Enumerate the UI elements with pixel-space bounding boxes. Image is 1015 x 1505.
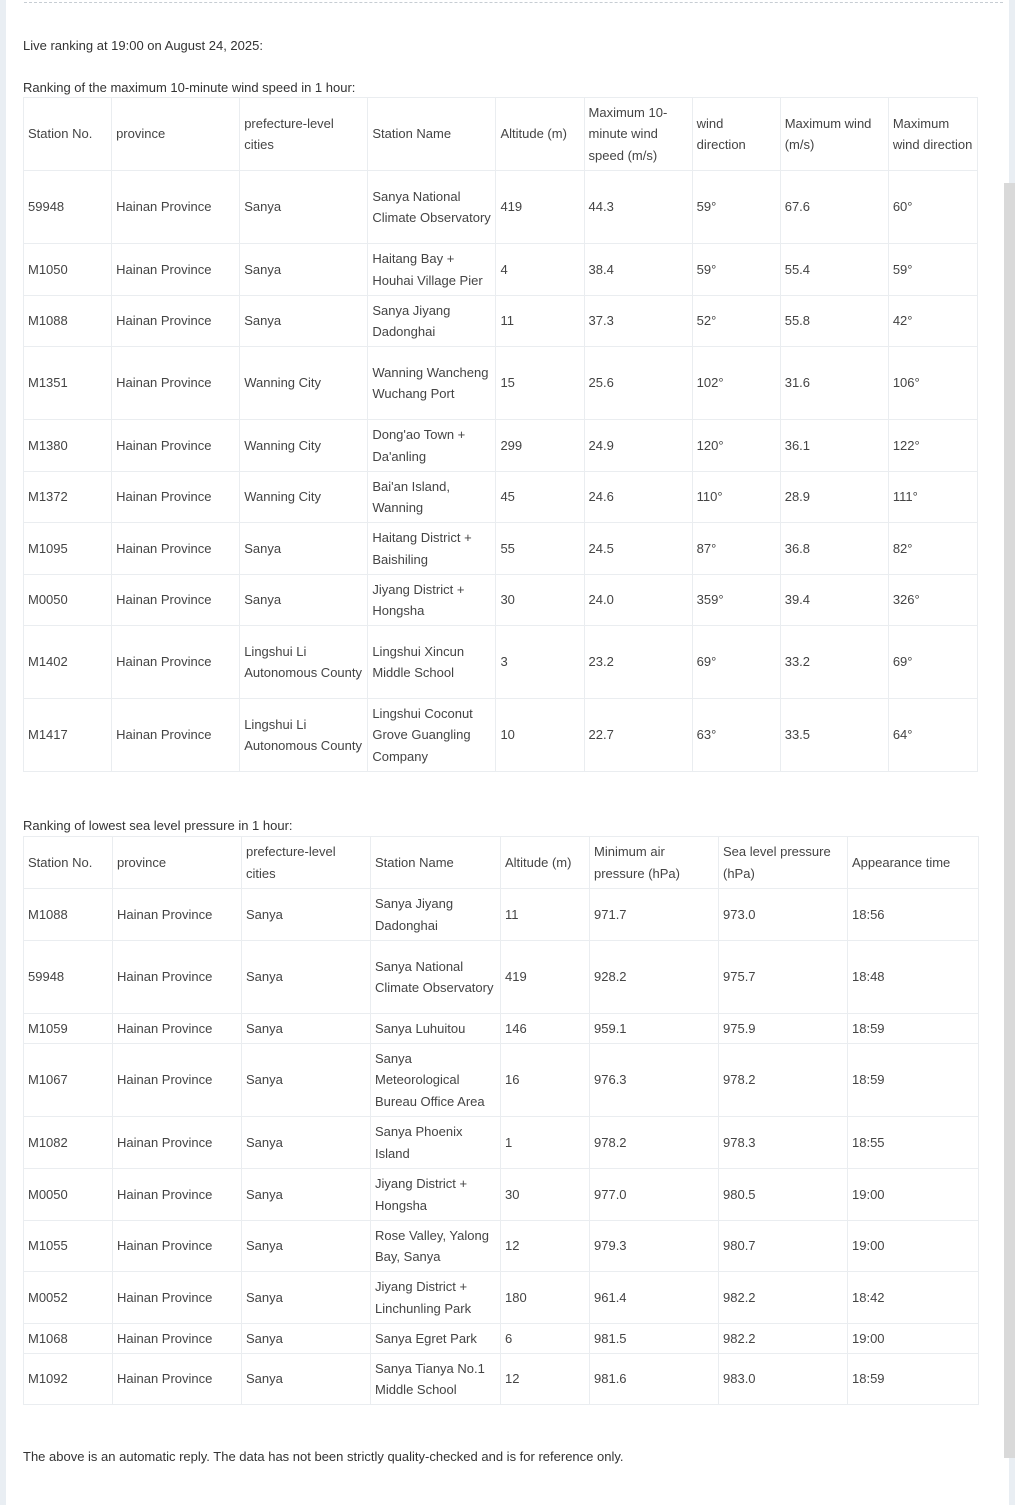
table-cell: 978.2 bbox=[719, 1044, 848, 1117]
table-cell: 23.2 bbox=[584, 626, 692, 699]
table-cell: Hainan Province bbox=[113, 1324, 242, 1354]
table-cell: 42° bbox=[888, 296, 977, 347]
table-cell: Sanya Jiyang Dadonghai bbox=[371, 889, 501, 941]
table-cell: 15 bbox=[496, 347, 584, 420]
column-header: prefecture-level cities bbox=[242, 837, 371, 889]
table-cell: 971.7 bbox=[590, 889, 719, 941]
table-cell: 1 bbox=[501, 1117, 590, 1169]
table-cell: 12 bbox=[501, 1354, 590, 1405]
table-cell: 59948 bbox=[24, 941, 113, 1014]
column-header: Altitude (m) bbox=[496, 98, 584, 171]
table-cell: 959.1 bbox=[590, 1014, 719, 1044]
table-cell: Sanya bbox=[242, 1272, 371, 1324]
column-header: province bbox=[113, 837, 242, 889]
table-cell: 102° bbox=[692, 347, 780, 420]
table-cell: 31.6 bbox=[780, 347, 888, 420]
table-cell: 975.9 bbox=[719, 1014, 848, 1044]
intro-text: Live ranking at 19:00 on August 24, 2025: bbox=[23, 38, 263, 53]
table-cell: 975.7 bbox=[719, 941, 848, 1014]
column-header: Sea level pressure (hPa) bbox=[719, 837, 848, 889]
table-cell: 961.4 bbox=[590, 1272, 719, 1324]
table-cell: 18:48 bbox=[848, 941, 979, 1014]
table-cell: 87° bbox=[692, 523, 780, 575]
table-cell: Sanya bbox=[240, 523, 368, 575]
table-cell: M0050 bbox=[24, 575, 112, 626]
table-cell: M1050 bbox=[24, 244, 112, 296]
table-cell: 37.3 bbox=[584, 296, 692, 347]
table-cell: 6 bbox=[501, 1324, 590, 1354]
table-cell: Sanya Phoenix Island bbox=[371, 1117, 501, 1169]
table-cell: M0050 bbox=[24, 1169, 113, 1221]
table-cell: 22.7 bbox=[584, 699, 692, 772]
table-cell: Bai'an Island, Wanning bbox=[368, 472, 496, 523]
table-row bbox=[24, 626, 978, 699]
table-cell: 982.2 bbox=[719, 1272, 848, 1324]
table-cell: Sanya bbox=[242, 941, 371, 1014]
table-cell: Sanya Meteorological Bureau Office Area bbox=[371, 1044, 501, 1117]
table-cell: 10 bbox=[496, 699, 584, 772]
table-row bbox=[24, 347, 978, 420]
table-cell: 59° bbox=[692, 171, 780, 244]
table-cell: 110° bbox=[692, 472, 780, 523]
table-cell: 111° bbox=[888, 472, 977, 523]
table-cell: 120° bbox=[692, 420, 780, 472]
table-cell: Sanya bbox=[242, 1324, 371, 1354]
table-cell: Hainan Province bbox=[112, 699, 240, 772]
table-row bbox=[24, 1117, 979, 1169]
table-cell: 3 bbox=[496, 626, 584, 699]
column-header: province bbox=[112, 98, 240, 171]
table-cell: Sanya bbox=[242, 889, 371, 941]
table-cell: Wanning City bbox=[240, 420, 368, 472]
table-cell: 82° bbox=[888, 523, 977, 575]
table-row bbox=[24, 472, 978, 523]
table-cell: 326° bbox=[888, 575, 977, 626]
table-cell: Sanya bbox=[242, 1221, 371, 1272]
table-cell: 18:59 bbox=[848, 1014, 979, 1044]
table-cell: 55 bbox=[496, 523, 584, 575]
table-cell: 18:59 bbox=[848, 1044, 979, 1117]
table-cell: Hainan Province bbox=[113, 1354, 242, 1405]
table-cell: 44.3 bbox=[584, 171, 692, 244]
table-cell: 55.4 bbox=[780, 244, 888, 296]
table-cell: M1417 bbox=[24, 699, 112, 772]
table-cell: Hainan Province bbox=[113, 1272, 242, 1324]
table-cell: 981.5 bbox=[590, 1324, 719, 1354]
table-cell: Sanya bbox=[240, 296, 368, 347]
table-row bbox=[24, 889, 979, 941]
table-cell: Jiyang District + Hongsha bbox=[371, 1169, 501, 1221]
table-cell: Sanya bbox=[240, 575, 368, 626]
pressure-ranking-table bbox=[23, 836, 979, 1405]
table-row bbox=[24, 523, 978, 575]
table-cell: 19:00 bbox=[848, 1324, 979, 1354]
table-cell: 24.0 bbox=[584, 575, 692, 626]
table-cell: M1068 bbox=[24, 1324, 113, 1354]
column-header: Station Name bbox=[371, 837, 501, 889]
table-row bbox=[24, 1324, 979, 1354]
table-cell: 63° bbox=[692, 699, 780, 772]
table-cell: Hainan Province bbox=[113, 889, 242, 941]
column-header: prefecture-level cities bbox=[240, 98, 368, 171]
table-cell: Lingshui Xincun Middle School bbox=[368, 626, 496, 699]
table-cell: Lingshui Li Autonomous County bbox=[240, 699, 368, 772]
table-cell: 30 bbox=[496, 575, 584, 626]
table-cell: Hainan Province bbox=[113, 1169, 242, 1221]
table-cell: Wanning Wancheng Wuchang Port bbox=[368, 347, 496, 420]
table-cell: Sanya bbox=[240, 244, 368, 296]
table-cell: Hainan Province bbox=[112, 420, 240, 472]
table-cell: Sanya National Climate Observatory bbox=[368, 171, 496, 244]
column-header: Maximum wind (m/s) bbox=[780, 98, 888, 171]
table-cell: Hainan Province bbox=[112, 523, 240, 575]
table-cell: Sanya Jiyang Dadonghai bbox=[368, 296, 496, 347]
table-cell: Hainan Province bbox=[112, 626, 240, 699]
table-cell: 976.3 bbox=[590, 1044, 719, 1117]
column-header: Station No. bbox=[24, 837, 113, 889]
table-row bbox=[24, 420, 978, 472]
table-cell: Wanning City bbox=[240, 472, 368, 523]
table-cell: 19:00 bbox=[848, 1169, 979, 1221]
column-header: wind direction bbox=[692, 98, 780, 171]
table-cell: Sanya National Climate Observatory bbox=[371, 941, 501, 1014]
table-cell: 67.6 bbox=[780, 171, 888, 244]
table-cell: M1380 bbox=[24, 420, 112, 472]
table-cell: Hainan Province bbox=[112, 296, 240, 347]
table-row bbox=[24, 244, 978, 296]
table-cell: M1402 bbox=[24, 626, 112, 699]
table-cell: 28.9 bbox=[780, 472, 888, 523]
table-cell: 59° bbox=[888, 244, 977, 296]
table-row bbox=[24, 296, 978, 347]
table-cell: Wanning City bbox=[240, 347, 368, 420]
table-cell: 30 bbox=[501, 1169, 590, 1221]
table-row bbox=[24, 699, 978, 772]
table-row bbox=[24, 1169, 979, 1221]
table-cell: 11 bbox=[496, 296, 584, 347]
column-header: Maximum 10-minute wind speed (m/s) bbox=[584, 98, 692, 171]
table-cell: Sanya bbox=[242, 1117, 371, 1169]
table-cell: Haitang District + Baishiling bbox=[368, 523, 496, 575]
table-cell: 36.8 bbox=[780, 523, 888, 575]
table-cell: 24.9 bbox=[584, 420, 692, 472]
table-cell: 980.5 bbox=[719, 1169, 848, 1221]
table-cell: 146 bbox=[501, 1014, 590, 1044]
table-cell: 69° bbox=[888, 626, 977, 699]
table-cell: Rose Valley, Yalong Bay, Sanya bbox=[371, 1221, 501, 1272]
table-cell: Hainan Province bbox=[112, 244, 240, 296]
table-cell: Sanya bbox=[242, 1044, 371, 1117]
table-cell: 122° bbox=[888, 420, 977, 472]
table-cell: Haitang Bay + Houhai Village Pier bbox=[368, 244, 496, 296]
table-cell: 299 bbox=[496, 420, 584, 472]
column-header: Altitude (m) bbox=[501, 837, 590, 889]
table-cell: Hainan Province bbox=[113, 1044, 242, 1117]
table-cell: 180 bbox=[501, 1272, 590, 1324]
table-cell: Jiyang District + Hongsha bbox=[368, 575, 496, 626]
table-cell: 982.2 bbox=[719, 1324, 848, 1354]
table-cell: 64° bbox=[888, 699, 977, 772]
divider bbox=[24, 2, 1003, 3]
table-cell: Hainan Province bbox=[112, 347, 240, 420]
table-cell: M1351 bbox=[24, 347, 112, 420]
table-cell: Sanya bbox=[242, 1014, 371, 1044]
table-row bbox=[24, 575, 978, 626]
table-cell: 983.0 bbox=[719, 1354, 848, 1405]
table-row bbox=[24, 941, 979, 1014]
table-cell: 69° bbox=[692, 626, 780, 699]
table-cell: 11 bbox=[501, 889, 590, 941]
table-cell: 52° bbox=[692, 296, 780, 347]
table-cell: Sanya bbox=[242, 1169, 371, 1221]
table-cell: M1059 bbox=[24, 1014, 113, 1044]
table-cell: 981.6 bbox=[590, 1354, 719, 1405]
table-cell: 978.3 bbox=[719, 1117, 848, 1169]
table-row bbox=[24, 1014, 979, 1044]
table-cell: M1372 bbox=[24, 472, 112, 523]
table-row bbox=[24, 1221, 979, 1272]
table-header-row bbox=[24, 837, 979, 889]
table-cell: 25.6 bbox=[584, 347, 692, 420]
table-cell: Hainan Province bbox=[112, 472, 240, 523]
column-header: Maximum wind direction bbox=[888, 98, 977, 171]
table-cell: Hainan Province bbox=[113, 1221, 242, 1272]
table-cell: M1055 bbox=[24, 1221, 113, 1272]
table-cell: M1092 bbox=[24, 1354, 113, 1405]
table-cell: Sanya Luhuitou bbox=[371, 1014, 501, 1044]
table-cell: Sanya Egret Park bbox=[371, 1324, 501, 1354]
table-cell: 55.8 bbox=[780, 296, 888, 347]
table-cell: 973.0 bbox=[719, 889, 848, 941]
table-cell: Hainan Province bbox=[112, 171, 240, 244]
table-cell: 59948 bbox=[24, 171, 112, 244]
column-header: Station No. bbox=[24, 98, 112, 171]
table-cell: 978.2 bbox=[590, 1117, 719, 1169]
table-cell: 977.0 bbox=[590, 1169, 719, 1221]
table-cell: M1082 bbox=[24, 1117, 113, 1169]
pressure-table-caption: Ranking of lowest sea level pressure in 1 hour: bbox=[23, 818, 293, 833]
table-cell: 33.2 bbox=[780, 626, 888, 699]
table-cell: 60° bbox=[888, 171, 977, 244]
footer-note: The above is an automatic reply. The data has not been strictly quality-checked and is for reference only. bbox=[23, 1449, 624, 1464]
table-cell: 45 bbox=[496, 472, 584, 523]
wind-ranking-table bbox=[23, 97, 978, 772]
table-cell: Sanya Tianya No.1 Middle School bbox=[371, 1354, 501, 1405]
table-cell: 59° bbox=[692, 244, 780, 296]
table-cell: M1095 bbox=[24, 523, 112, 575]
reply-card bbox=[6, 0, 1009, 1505]
table-cell: 12 bbox=[501, 1221, 590, 1272]
table-cell: M1088 bbox=[24, 296, 112, 347]
column-header: Minimum air pressure (hPa) bbox=[590, 837, 719, 889]
table-cell: Jiyang District + Linchunling Park bbox=[371, 1272, 501, 1324]
table-cell: Hainan Province bbox=[113, 941, 242, 1014]
table-row bbox=[24, 1044, 979, 1117]
table-cell: 419 bbox=[501, 941, 590, 1014]
table-cell: 38.4 bbox=[584, 244, 692, 296]
table-cell: Hainan Province bbox=[112, 575, 240, 626]
table-cell: 39.4 bbox=[780, 575, 888, 626]
table-row bbox=[24, 171, 978, 244]
table-cell: 106° bbox=[888, 347, 977, 420]
table-row bbox=[24, 1354, 979, 1405]
scrollbar[interactable] bbox=[1004, 183, 1015, 1458]
table-cell: 33.5 bbox=[780, 699, 888, 772]
table-header-row bbox=[24, 98, 978, 171]
table-cell: 18:42 bbox=[848, 1272, 979, 1324]
table-cell: Lingshui Li Autonomous County bbox=[240, 626, 368, 699]
table-cell: Sanya bbox=[242, 1354, 371, 1405]
table-cell: 18:59 bbox=[848, 1354, 979, 1405]
table-cell: Dong'ao Town + Da'anling bbox=[368, 420, 496, 472]
table-cell: 36.1 bbox=[780, 420, 888, 472]
table-cell: 24.6 bbox=[584, 472, 692, 523]
table-cell: M1067 bbox=[24, 1044, 113, 1117]
table-cell: 19:00 bbox=[848, 1221, 979, 1272]
table-cell: 16 bbox=[501, 1044, 590, 1117]
table-cell: 980.7 bbox=[719, 1221, 848, 1272]
table-cell: Lingshui Coconut Grove Guangling Company bbox=[368, 699, 496, 772]
table-cell: 24.5 bbox=[584, 523, 692, 575]
column-header: Appearance time bbox=[848, 837, 979, 889]
column-header: Station Name bbox=[368, 98, 496, 171]
table-cell: 359° bbox=[692, 575, 780, 626]
table-cell: 928.2 bbox=[590, 941, 719, 1014]
table-cell: 979.3 bbox=[590, 1221, 719, 1272]
table-cell: Sanya bbox=[240, 171, 368, 244]
table-cell: Hainan Province bbox=[113, 1014, 242, 1044]
wind-table-caption: Ranking of the maximum 10-minute wind speed in 1 hour: bbox=[23, 80, 356, 95]
table-cell: Hainan Province bbox=[113, 1117, 242, 1169]
table-cell: M1088 bbox=[24, 889, 113, 941]
table-row bbox=[24, 1272, 979, 1324]
table-cell: M0052 bbox=[24, 1272, 113, 1324]
table-cell: 18:55 bbox=[848, 1117, 979, 1169]
table-cell: 18:56 bbox=[848, 889, 979, 941]
table-cell: 419 bbox=[496, 171, 584, 244]
table-cell: 4 bbox=[496, 244, 584, 296]
